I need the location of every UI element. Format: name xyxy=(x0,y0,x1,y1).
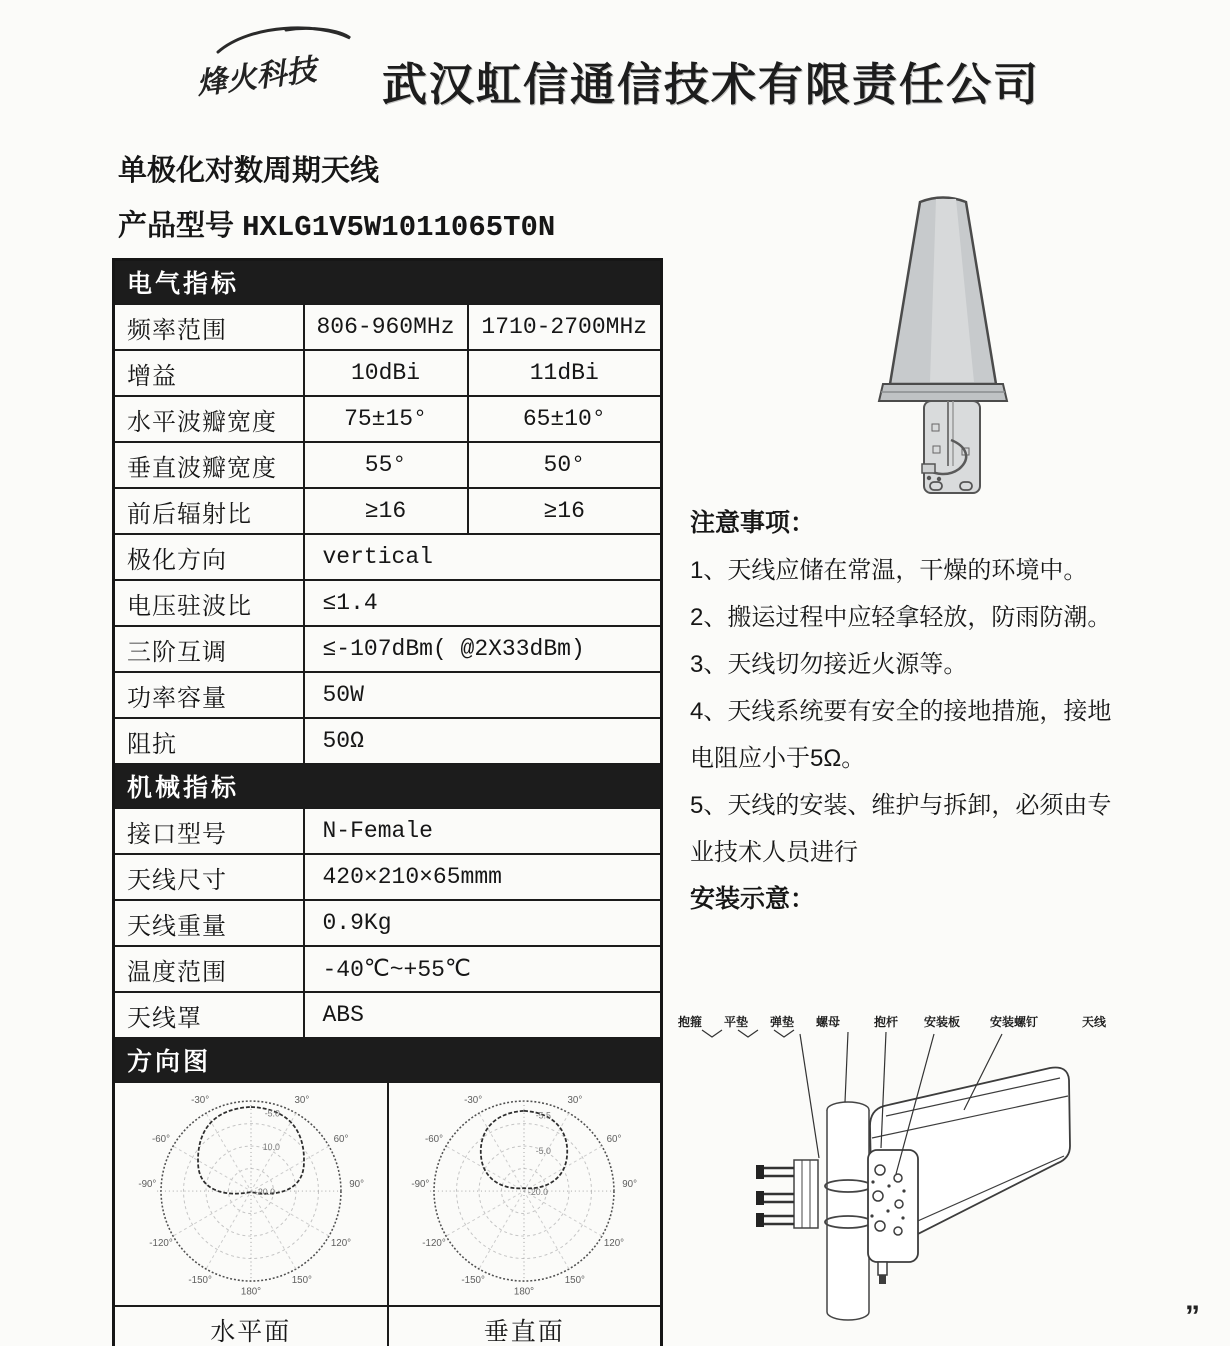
angle-tick: 90° xyxy=(348,1179,364,1191)
angle-tick: 180° xyxy=(240,1286,261,1298)
spec-label: 天线罩 xyxy=(114,992,304,1038)
spec-value: 1710-2700MHz xyxy=(468,304,662,350)
angle-tick: 120° xyxy=(604,1237,625,1249)
spec-value: 0.9Kg xyxy=(304,900,662,946)
spec-value: ≥16 xyxy=(304,488,468,534)
angle-tick: -60° xyxy=(425,1134,444,1146)
spec-label: 极化方向 xyxy=(114,534,304,580)
spec-value: 50Ω xyxy=(304,718,662,764)
angle-tick: 150° xyxy=(565,1274,586,1286)
angle-tick: -150° xyxy=(461,1274,486,1286)
table-row xyxy=(114,396,662,442)
spec-value: ≤-107dBm( @2X33dBm) xyxy=(304,626,662,672)
spec-label: 天线重量 xyxy=(114,900,304,946)
table-row xyxy=(114,626,662,672)
install-diagram-icon xyxy=(672,1010,1230,1330)
spec-label: 水平波瓣宽度 xyxy=(114,396,304,442)
install-label: 平垫 xyxy=(724,1015,749,1029)
spec-value: 806-960MHz xyxy=(304,304,468,350)
angle-tick: -150° xyxy=(188,1274,212,1286)
notes-section xyxy=(690,500,1122,923)
product-title: 单极化对数周期天线 xyxy=(118,155,380,187)
spec-value: ABS xyxy=(304,992,662,1038)
electrical-header: 电气指标 xyxy=(114,260,662,305)
spec-value: 50W xyxy=(304,672,662,718)
radial-tick: -5.0 xyxy=(535,1145,552,1156)
note-item: 3、天线切勿接近火源等。 xyxy=(690,651,968,678)
scan-artifact-mark: ” xyxy=(1185,1300,1200,1333)
spec-label: 垂直波瓣宽度 xyxy=(114,442,304,488)
spec-label: 电压驻波比 xyxy=(114,580,304,626)
spec-value: N-Female xyxy=(304,808,662,854)
note-item: 1、天线应储在常温，干燥的环境中。 xyxy=(690,557,1088,584)
model-value: HXLG1V5W1011065T0N xyxy=(242,211,556,244)
install-label: 抱箍 xyxy=(678,1015,703,1029)
angle-tick: 60° xyxy=(333,1134,349,1146)
install-label: 抱杆 xyxy=(874,1015,899,1029)
angle-tick: 90° xyxy=(622,1179,638,1191)
radial-tick: -20.0 xyxy=(528,1186,549,1197)
section-header-pattern xyxy=(114,1038,662,1082)
polar-chart-vertical-icon xyxy=(391,1085,657,1303)
radial-tick: -20.0 xyxy=(254,1186,275,1197)
pattern-header: 方向图 xyxy=(114,1038,662,1082)
angle-tick: -90° xyxy=(138,1179,157,1191)
logo-swoosh-icon xyxy=(190,22,370,118)
radial-tick: -5.5 xyxy=(535,1110,552,1121)
spec-label: 功率容量 xyxy=(114,672,304,718)
spec-value: vertical xyxy=(304,534,662,580)
install-label: 安装螺钉 xyxy=(990,1015,1039,1029)
pattern-captions xyxy=(114,1306,662,1346)
table-row xyxy=(114,534,662,580)
angle-tick: -60° xyxy=(151,1134,170,1146)
angle-tick: -120° xyxy=(149,1237,173,1249)
table-row xyxy=(114,488,662,534)
install-label: 弹垫 xyxy=(770,1015,795,1029)
section-header-mechanical xyxy=(114,764,662,808)
table-row xyxy=(114,854,662,900)
table-row xyxy=(114,718,662,764)
note-item: 4、天线系统要有安全的接地措施，接地电阻应小于5Ω。 xyxy=(690,698,1112,772)
angle-tick: -30° xyxy=(464,1095,483,1107)
polar-chart-horizontal-icon xyxy=(118,1085,384,1303)
table-row xyxy=(114,992,662,1038)
spec-label: 增益 xyxy=(114,350,304,396)
install-diagram xyxy=(672,1010,1230,1335)
spec-table xyxy=(112,258,663,1346)
table-row xyxy=(114,580,662,626)
polar-plot-horizontal xyxy=(115,1083,389,1305)
spec-label: 接口型号 xyxy=(114,808,304,854)
table-row xyxy=(114,442,662,488)
pattern-row xyxy=(114,1082,662,1306)
logo-text: 烽火科技 xyxy=(194,53,318,101)
table-row xyxy=(114,350,662,396)
table-row xyxy=(114,672,662,718)
spec-label: 温度范围 xyxy=(114,946,304,992)
spec-value: -40℃~+55℃ xyxy=(304,946,662,992)
company-logo xyxy=(190,22,370,118)
notes-title: 注意事项： xyxy=(690,509,816,537)
pattern-caption-row xyxy=(114,1306,662,1346)
table-row xyxy=(114,946,662,992)
radial-tick: 10.0 xyxy=(262,1141,280,1152)
spec-value: 10dBi xyxy=(304,350,468,396)
table-row xyxy=(114,304,662,350)
radial-tick: -5.0 xyxy=(264,1108,280,1119)
note-item: 2、搬运过程中应轻拿轻放，防雨防潮。 xyxy=(690,604,1112,631)
pattern-plots xyxy=(114,1082,662,1306)
spec-label: 三阶互调 xyxy=(114,626,304,672)
install-title: 安装示意： xyxy=(690,885,816,913)
spec-label: 阻抗 xyxy=(114,718,304,764)
spec-value: 55° xyxy=(304,442,468,488)
angle-tick: 30° xyxy=(294,1095,309,1107)
spec-label: 天线尺寸 xyxy=(114,854,304,900)
note-item: 5、天线的安装、维护与拆卸，必须由专业技术人员进行 xyxy=(690,792,1112,866)
install-label: 天线 xyxy=(1082,1015,1107,1029)
caption-horizontal-plane: 水平面 xyxy=(115,1307,389,1346)
caption-vertical-plane: 垂直面 xyxy=(483,1318,565,1346)
spec-value: ≤1.4 xyxy=(304,580,662,626)
angle-tick: 120° xyxy=(330,1237,351,1249)
angle-tick: 180° xyxy=(514,1286,535,1298)
angle-tick: -120° xyxy=(422,1237,447,1249)
install-label: 安装板 xyxy=(924,1015,961,1029)
polar-plot-vertical xyxy=(389,1083,661,1305)
spec-value: 65±10° xyxy=(468,396,662,442)
angle-tick: -30° xyxy=(190,1095,209,1107)
angle-tick: 30° xyxy=(567,1095,583,1107)
spec-value: 75±15° xyxy=(304,396,468,442)
spec-label: 前后辐射比 xyxy=(114,488,304,534)
install-label: 螺母 xyxy=(816,1015,841,1029)
spec-value: ≥16 xyxy=(468,488,662,534)
company-name: 武汉虹信通信技术有限责任公司 xyxy=(382,59,1041,110)
model-line xyxy=(118,203,555,244)
model-label: 产品型号 xyxy=(118,210,235,242)
section-header-electrical xyxy=(114,260,662,305)
angle-tick: -90° xyxy=(411,1179,430,1191)
antenna-image-icon xyxy=(838,186,1048,504)
mechanical-header: 机械指标 xyxy=(114,764,662,808)
table-row xyxy=(114,808,662,854)
antenna-photo xyxy=(838,186,1048,509)
spec-value: 11dBi xyxy=(468,350,662,396)
spec-value: 50° xyxy=(468,442,662,488)
page-header xyxy=(190,22,1040,118)
table-row xyxy=(114,900,662,946)
angle-tick: 60° xyxy=(606,1134,622,1146)
angle-tick: 150° xyxy=(291,1274,312,1286)
spec-value: 420×210×65mmm xyxy=(304,854,662,900)
spec-label: 频率范围 xyxy=(114,304,304,350)
